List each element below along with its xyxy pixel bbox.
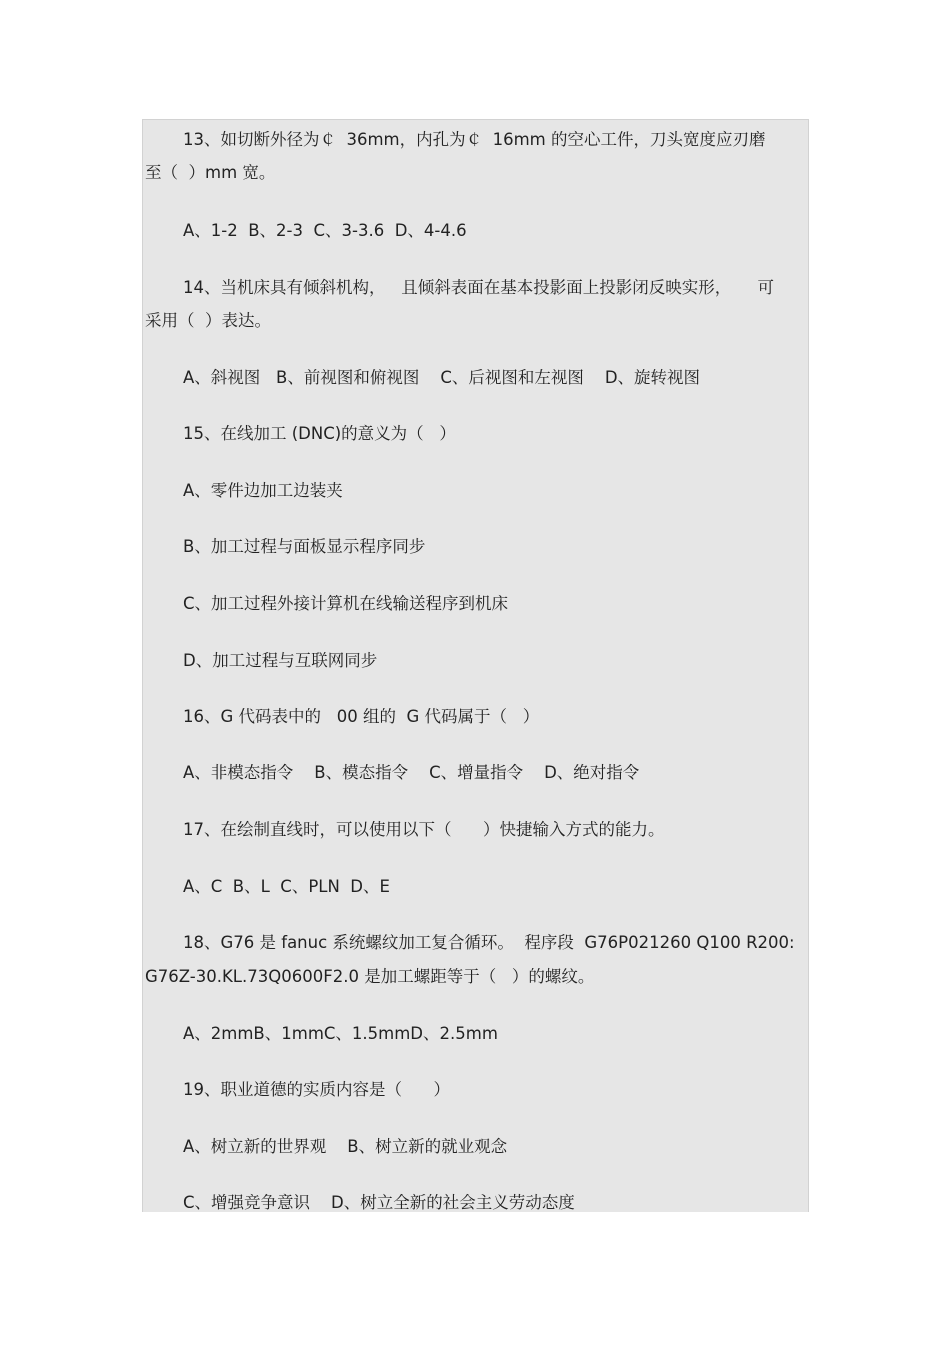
question-15-option-a: A、零件边加工边装夹 (183, 481, 343, 500)
question-16-options: A、非模态指令 B、模态指令 C、增量指令 D、绝对指令 (183, 763, 640, 782)
question-19-options-cd: C、增强竞争意识 D、树立全新的社会主义劳动态度 (183, 1193, 575, 1212)
question-17-text: 17、在绘制直线时，可以使用以下（ ）快捷输入方式的能力。 (183, 820, 665, 839)
question-15-option-d: D、加工过程与互联网同步 (183, 651, 378, 670)
question-13-text-line-1: 13、如切断外径为￠ 36mm，内孔为￠ 16mm 的空心工件，刀头宽度应刃磨 (183, 130, 766, 149)
question-19-options-ab: A、树立新的世界观 B、树立新的就业观念 (183, 1137, 508, 1156)
question-18-text-line-1: 18、G76 是 fanuc 系统螺纹加工复合循环。 程序段 G76P021260 Q100 R200: (183, 933, 795, 952)
document-page-panel (142, 119, 809, 1212)
question-13-text-line-2: 至（ ）mm 宽。 (145, 163, 276, 182)
question-19-text: 19、职业道德的实质内容是（ ） (183, 1080, 450, 1099)
question-14-options: A、斜视图 B、前视图和俯视图 C、后视图和左视图 D、旋转视图 (183, 368, 701, 387)
question-14-text-line-2: 采用（ ）表达。 (145, 311, 271, 330)
question-13-options: A、1-2 B、2-3 C、3-3.6 D、4-4.6 (183, 221, 467, 240)
question-15-option-b: B、加工过程与面板显示程序同步 (183, 537, 426, 556)
question-15-text: 15、在线加工 (DNC)的意义为（ ） (183, 424, 456, 443)
question-18-options: A、2mmB、1mmC、1.5mmD、2.5mm (183, 1024, 498, 1043)
question-17-options: A、C B、L C、PLN D、E (183, 877, 390, 896)
question-15-option-c: C、加工过程外接计算机在线输送程序到机床 (183, 594, 509, 613)
question-16-text: 16、G 代码表中的 00 组的 G 代码属于（ ） (183, 707, 540, 726)
question-18-text-line-2: G76Z-30.KL.73Q0600F2.0 是加工螺距等于（ ）的螺纹。 (145, 967, 595, 986)
question-14-text-line-1: 14、当机床具有倾斜机构， 且倾斜表面在基本投影面上投影闭反映实形， 可 (183, 278, 774, 297)
